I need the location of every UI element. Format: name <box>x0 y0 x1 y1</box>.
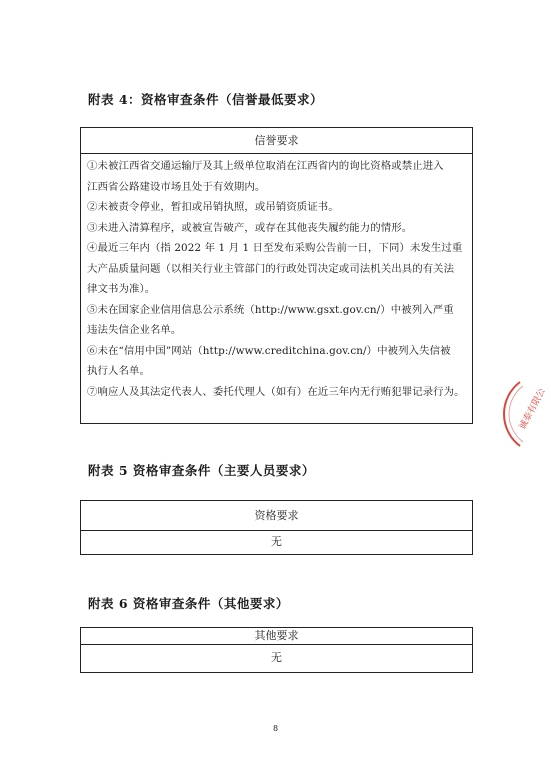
personnel-requirements-header: 资格要求 <box>81 501 472 531</box>
section-4-title: 附表 4：资格审查条件（信誉最低要求） <box>88 92 324 107</box>
credit-paragraph: 大产品质量问题（以相关行业主管部门的行政处罚决定或司法机关出具的有关法 <box>87 262 455 275</box>
credit-paragraph: ①未被江西省交通运输厅及其上级单位取消在江西省内的询比资格或禁止进入 <box>87 160 444 172</box>
credit-paragraph: ⑤未在国家企业信用信息公示系统（http://www.gsxt.gov.cn/）中被列入严重 <box>87 303 454 316</box>
credit-paragraph: 违法失信企业名单。 <box>87 324 182 336</box>
credit-paragraph: ⑦响应人及其法定代表人、委托代理人（如有）在近三年内无行贿犯罪记录行为。 <box>87 385 465 398</box>
other-requirements-value: 无 <box>271 651 282 664</box>
other-requirements-table <box>80 627 473 673</box>
other-requirements-header: 其他要求 <box>81 628 472 645</box>
credit-paragraph: 江西省公路建设市场且处于有效期内。 <box>87 180 266 193</box>
credit-paragraph: ③未进入清算程序，或被宣告破产，或存在其他丧失履约能力的情形。 <box>87 221 413 234</box>
page-number: 8 <box>272 724 279 733</box>
credit-requirements-body <box>81 154 472 402</box>
credit-requirements-table <box>80 127 473 424</box>
credit-paragraph: 执行人名单。 <box>87 365 150 377</box>
section-5-title: 附表 5 资格审查条件（主要人员要求） <box>88 463 315 478</box>
personnel-requirements-value: 无 <box>271 535 282 548</box>
credit-paragraph: ⑥未在“信用中国”网站（http://www.creditchina.gov.cn/）中被列入失信被 <box>87 344 451 357</box>
credit-paragraph: ②未被责令停业，暂扣或吊销执照，或吊销资质证书。 <box>87 201 339 213</box>
seal-text: 诚泰有限公 <box>517 386 548 432</box>
personnel-requirements-table <box>80 500 473 555</box>
section-6-title: 附表 6 资格审查条件（其他要求） <box>88 596 289 611</box>
credit-requirements-header: 信誉要求 <box>81 128 472 154</box>
credit-paragraph: 律文书为准）。 <box>87 283 156 295</box>
credit-paragraph: ④最近三年内（指 2022 年 1 月 1 日至发布采购公告前一日，下同）未发生过重 <box>87 242 463 254</box>
company-seal <box>508 376 551 452</box>
